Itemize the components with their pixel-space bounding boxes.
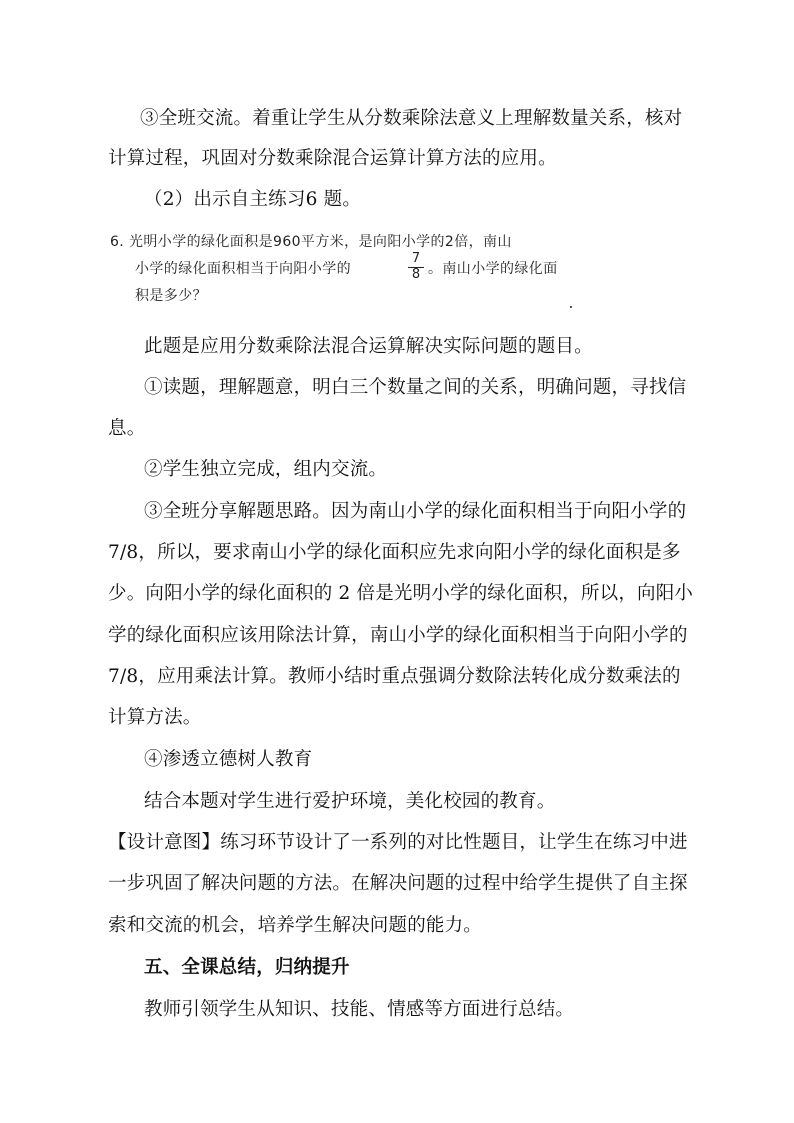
paragraph-line: 此题是应用分数乘除法混合运算解决实际问题的题目。 [144, 336, 593, 357]
paragraph-line: 少。向阳小学的绿化面积的 2 倍是光明小学的绿化面积，所以，向阳小 [108, 583, 694, 604]
scan-speck [570, 306, 572, 308]
paragraph-line: ③全班分享解题思路。因为南山小学的绿化面积相当于向阳小学的 [144, 501, 687, 522]
paragraph-line: 结合本题对学生进行爱护环境，美化校园的教育。 [144, 791, 556, 812]
paragraph-line: 息。 [108, 418, 146, 439]
paragraph-line: 教师引领学生从知识、技能、情感等方面进行总结。 [144, 999, 575, 1020]
paragraph-line: 7/8，应用乘法计算。教师小结时重点强调分数除法转化成分数乘法的 [108, 666, 681, 687]
paragraph-line: ②学生独立完成，组内交流。 [144, 459, 388, 480]
exercise-line-2b: 。南山小学的绿化面 [428, 261, 558, 277]
exercise-line-3: 积是多少？ [135, 288, 207, 304]
fraction-7-8 [407, 252, 425, 282]
paragraph-line: 学的绿化面积应该用除法计算，南山小学的绿化面积相当于向阳小学的 [108, 625, 688, 646]
exercise-image [110, 228, 592, 314]
paragraph-line: ①读题，理解题意，明白三个数量之间的关系，明确问题，寻找信 [144, 377, 687, 398]
fraction-denominator: 8 [411, 267, 421, 282]
paragraph-line: 7/8，所以，要求南山小学的绿化面积应先求向阳小学的绿化面积是多 [108, 542, 681, 563]
fraction-numerator: 7 [411, 251, 421, 266]
exercise-label: （2）出示自主练习6 题。 [144, 189, 362, 210]
paragraph-line: 一步巩固了解决问题的方法。在解决问题的过程中给学生提供了自主探 [108, 873, 688, 894]
paragraph-line: 【设计意图】练习环节设计了一系列的对比性题目，让学生在练习中进 [108, 832, 688, 853]
paragraph-line: ③全班交流。着重让学生从分数乘除法意义上理解数量关系，核对 [140, 108, 683, 129]
paragraph-line: ④渗透立德树人教育 [144, 749, 313, 770]
paragraph-line: 索和交流的机会，培养学生解决问题的能力。 [108, 915, 483, 936]
exercise-line-2a: 小学的绿化面积相当于向阳小学的 [135, 261, 351, 277]
section-heading: 五、全课总结，归纳提升 [144, 957, 350, 978]
paragraph-line: 计算方法。 [108, 707, 202, 728]
exercise-line-1: 6. 光明小学的绿化面积是960平方米，是向阳小学的2倍，南山 [110, 234, 512, 250]
paragraph-line: 计算过程，巩固对分数乘除混合运算计算方法的应用。 [108, 148, 557, 169]
